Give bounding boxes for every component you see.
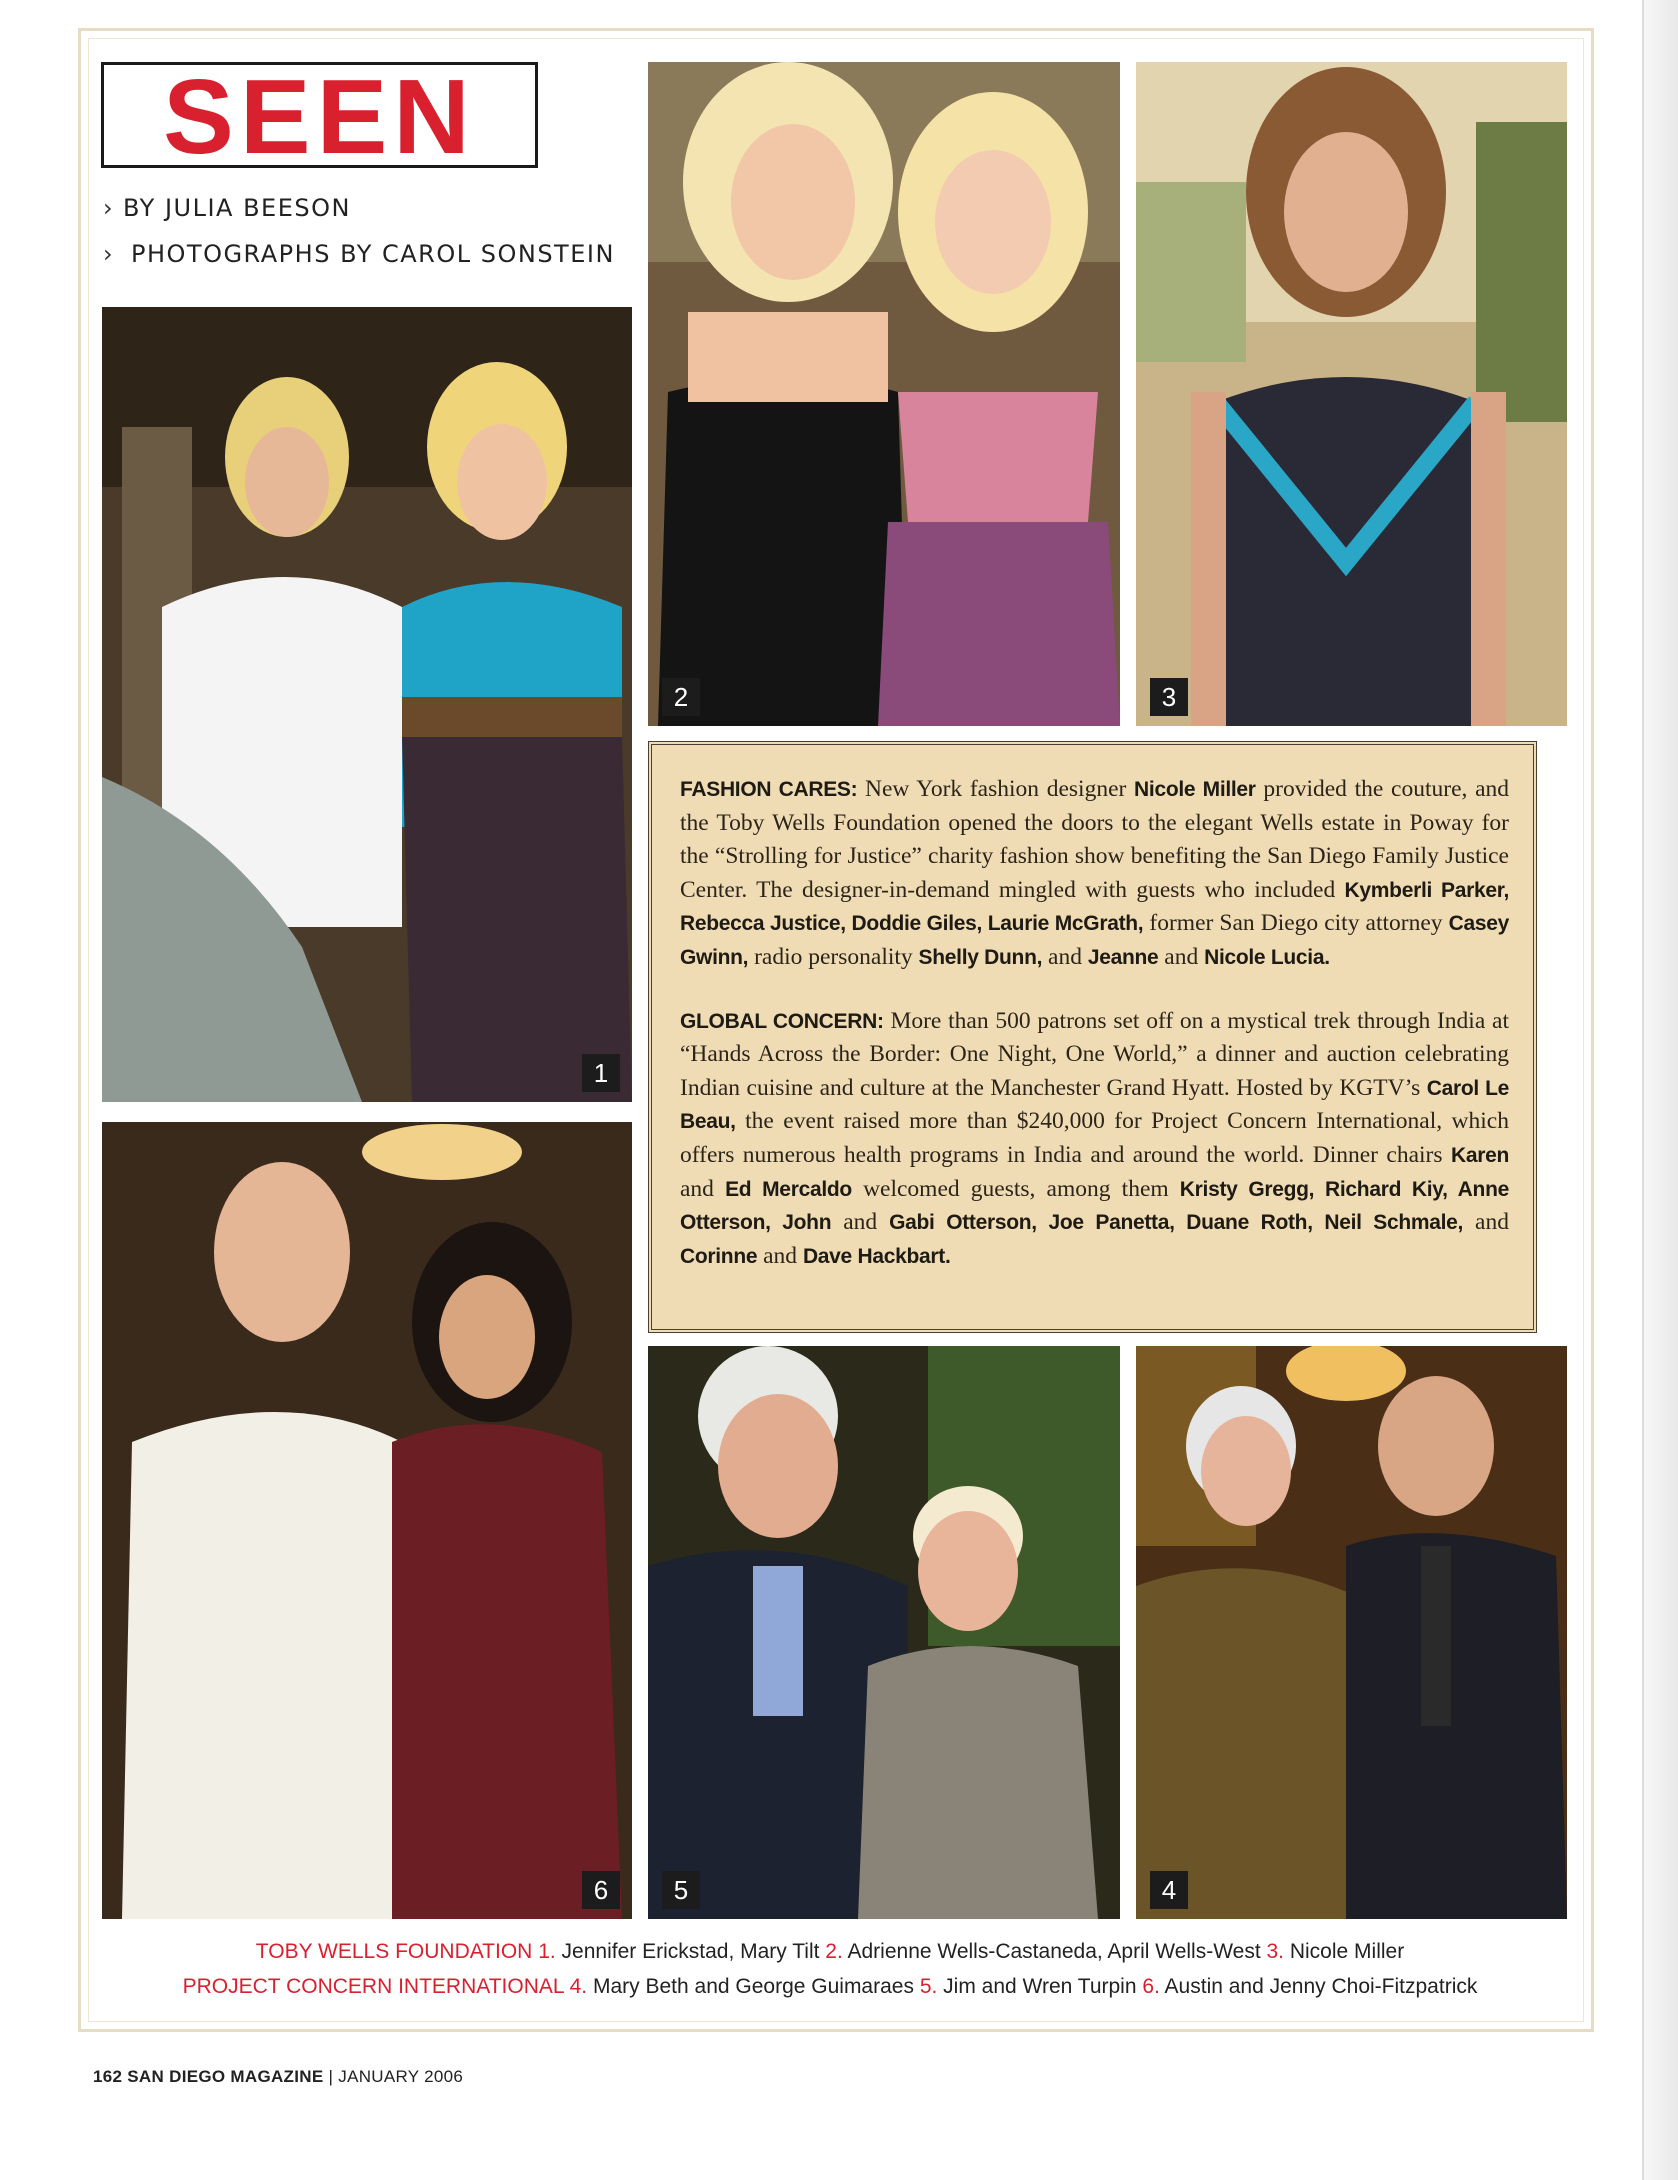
section-heading: FASHION CARES: <box>680 778 858 801</box>
logo-text: SEEN <box>163 58 476 176</box>
photo-number-badge: 2 <box>662 678 700 716</box>
photo-captions-line-1: TOBY WELLS FOUNDATION 1. Jennifer Erickstad, Mary Tilt 2. Adrienne Wells-Castaneda, April Wells-West 3. Nicole Miller <box>255 1940 1405 1963</box>
page-edge <box>1642 0 1678 2180</box>
byline-author: BY JULIA BEESON <box>123 194 351 222</box>
article-paragraph-global-concern: GLOBAL CONCERN: More than 500 patrons set off on a mystical trek through India at “Hands Across the Border: One Night, One World,” a dinner and auction celebrating Indian cuisine and culture at the Manchester Grand Hyatt. Hosted by KGTV’s Carol Le Beau, the event raised more than $240,000 for Project Concern International, which offers numerous health programs in India and around the world. Dinner chairs Karen and Ed Mercaldo welcomed guests, among them Kristy Gregg, Richard Kiy, Anne Otterson, John and Gabi Otterson, Joe Panetta, Duane Roth, Neil Schmale, and Corinne and Dave Hackbart. <box>680 1007 1510 1269</box>
photo-3 <box>1136 62 1567 726</box>
photo-number-badge: 6 <box>582 1871 620 1909</box>
byline-author-line <box>103 194 351 222</box>
byline-photographer: PHOTOGRAPHS BY CAROL SONSTEIN <box>131 240 615 268</box>
magazine-name: SAN DIEGO MAGAZINE <box>127 2067 324 2086</box>
photo-number-badge: 1 <box>582 1054 620 1092</box>
article-paragraph-fashion-cares: FASHION CARES: New York fashion designer Nicole Miller provided the couture, and the Toby Wells Foundation opened the doors to the elegant Wells estate in Poway for the “Strolling for Justice” charity fashion show benefiting the San Diego Family Justice Center. The designer-in-demand mingled with guests who included Kymberli Parker, Rebecca Justice, Doddie Giles, Laurie McGrath, former San Diego city attorney Casey Gwinn, radio personality Shelly Dunn, and Jeanne and Nicole Lucia. <box>680 776 1509 970</box>
photo-4 <box>1136 1346 1567 1919</box>
photo-6 <box>102 1122 632 1919</box>
caption-org: TOBY WELLS FOUNDATION <box>255 1940 533 1963</box>
issue-date: JANUARY 2006 <box>338 2067 464 2086</box>
photo-2 <box>648 62 1120 726</box>
photo-captions-line-2: PROJECT CONCERN INTERNATIONAL 4. Mary Beth and George Guimaraes 5. Jim and Wren Turpin 6. Austin and Jenny Choi-Fitzpatrick <box>182 1975 1478 1998</box>
seen-logo <box>101 58 538 176</box>
photo-number-badge: 4 <box>1150 1871 1188 1909</box>
caption-org: PROJECT CONCERN INTERNATIONAL <box>182 1975 564 1998</box>
chevron-right-icon: › <box>103 194 115 222</box>
photo-number-badge: 5 <box>662 1871 700 1909</box>
page-footer <box>93 2067 463 2087</box>
photo-5 <box>648 1346 1120 1919</box>
photo-1 <box>102 307 632 1102</box>
chevron-right-icon: › <box>103 240 115 268</box>
article-textbox <box>648 741 1537 1333</box>
footer-separator: | <box>328 2067 334 2086</box>
photo-number-badge: 3 <box>1150 678 1188 716</box>
page-number: 162 <box>93 2067 123 2086</box>
byline-photos-line <box>103 240 615 268</box>
section-heading: GLOBAL CONCERN: <box>680 1009 884 1033</box>
